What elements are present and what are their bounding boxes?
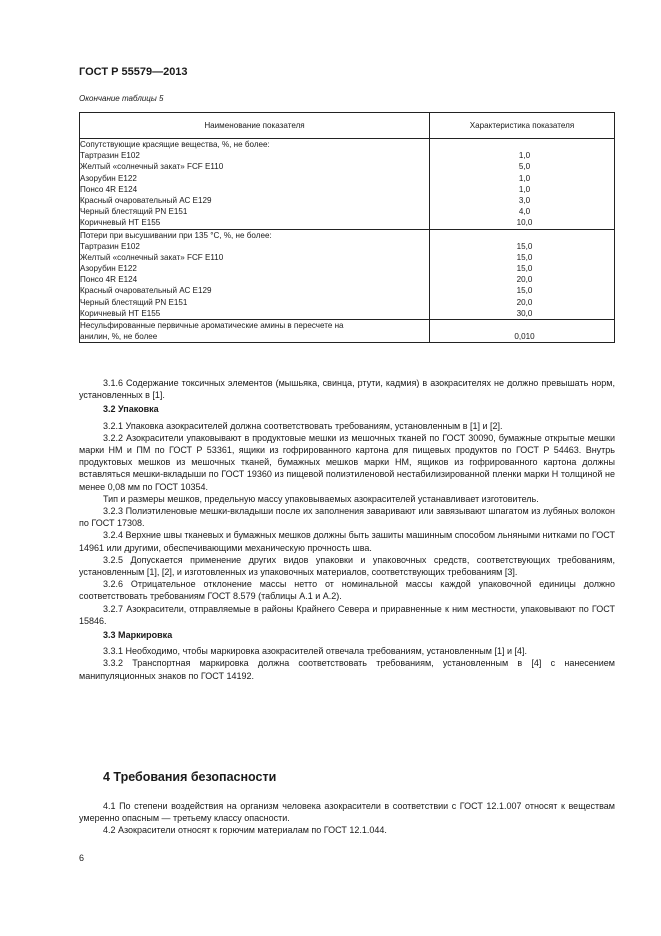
row-name: Понсо 4R Е124 [80,184,138,194]
row-value: 20,0 [516,297,533,307]
paragraph: Тип и размеры мешков, предельную массу упаковываемых азокрасителей устанавливает изготовитель. [103,493,539,504]
row-name: Желтый «солнечный закат» FCF Е110 [80,252,224,262]
row-value: 4,0 [518,207,531,217]
row-name: Красный очаровательный АС Е129 [80,195,212,205]
paragraph: 3.2.5 Допускается применение других видов упаковки и упаковочных средств, соответствующих требованиям, установленным [1], [2], и изготовленных из упаковочных материалов, соответствующих требованиям [3]. [79,554,615,578]
paragraph: 3.2.1 Упаковка азокрасителей должна соответствовать требованиям, установленным в [1] и [2]. [103,420,503,431]
section-heading: 3.2 Упаковка [103,404,159,415]
row-value: 1,0 [518,173,531,183]
row-value: 0,010 [514,332,535,342]
amines-name [80,320,430,343]
paragraph: 3.3.2 Транспортная маркировка должна соответствовать требованиям, установленным в [4] с нанесением манипуляционных знаков по ГОСТ 14192. [79,658,615,681]
section-4-text [79,800,615,837]
row-value: 3,0 [518,195,531,205]
row-value: 15,0 [516,286,533,296]
paragraph: 3.2.4 Верхние швы тканевых и бумажных мешков должны быть зашиты машинным способом льняными нитками по ГОСТ 14961 или другими, обеспечивающими механическую прочность шва. [79,530,615,553]
row-name: Красный очаровательный АС Е129 [80,286,212,296]
row-name: Тартразин Е102 [80,241,140,251]
row-value: 20,0 [516,275,533,285]
table-caption: Окончание таблицы 5 [79,94,164,103]
page-number: 6 [79,853,85,863]
group-2-values [430,229,615,320]
amines-value [430,320,615,343]
table-row [80,320,615,343]
table-header-row [80,113,615,139]
row-value: 15,0 [516,252,533,262]
paragraph: 3.2.6 Отрицательное отклонение массы нетто от номинальной массы каждой упаковочной единицы должно соответствовать требованиям ГОСТ 8.579 (таблицы А.1 и А.2). [79,579,615,602]
group-2-names [80,229,430,320]
row-name: Желтый «солнечный закат» FCF Е110 [80,162,224,172]
row-value: 10,0 [516,218,533,228]
row-name: Черный блестящий PN Е151 [80,297,188,307]
row-value: 30,0 [516,308,533,318]
paragraph: 3.2.3 Полиэтиленовые мешки-вкладыши после их заполнения заваривают или завязывают шпагатом из лубяных волокон по ГОСТ 17308. [79,506,615,529]
paragraph: 3.2.7 Азокрасители, отправляемые в районы Крайнего Севера и приравненные к ним местности, упаковывают по ГОСТ 15846. [79,603,615,626]
row-name: Коричневый НТ Е155 [80,218,161,228]
paragraph: 3.1.6 Содержание токсичных элементов (мышьяка, свинца, ртути, кадмия) в азокрасителях не должно превышать норм, установленных в [1]. [79,378,615,401]
row-name: Несульфированные первичные ароматические амины в пересчете на [80,321,344,330]
row-name: Азорубин Е122 [80,173,137,183]
row-name: Понсо 4R Е124 [80,275,138,285]
section-heading: 3.3 Маркировка [103,630,173,641]
row-value: 1,0 [518,184,531,194]
column-header-value: Характеристика показателя [430,113,615,139]
section-3-text [79,377,615,682]
group-1-names [80,139,430,230]
chapter-heading: 4 Требования безопасности [103,770,277,784]
table-row [80,229,615,320]
paragraph: 3.3.1 Необходимо, чтобы маркировка азокрасителей отвечала требованиям, установленным [1] и [4]. [103,646,527,657]
row-value: 15,0 [516,241,533,251]
table-row [80,139,615,230]
row-value: 15,0 [516,264,533,274]
column-header-name: Наименование показателя [80,113,430,139]
row-name: анилин, %, не более [80,332,158,342]
row-name: Азорубин Е122 [80,264,137,274]
row-name: Черный блестящий PN Е151 [80,207,188,217]
group-title: Потери при высушивании при 135 °С, %, не более: [80,230,272,240]
row-name: Коричневый НТ Е155 [80,308,161,318]
row-value: 5,0 [518,162,531,172]
group-1-values [430,139,615,230]
paragraph: 3.2.2 Азокрасители упаковывают в продуктовые мешки из мешочных тканей по ГОСТ 30090, бумажные открытые мешки марки НМ и ПМ по ГОСТ Р 53361, ящики из гофрированного картона для пищевых продуктов по ГОСТ Р 54463. Внутрь продуктовых мешков из мешочных тканей, бумажных мешков марки НМ, ящиков из гофрированного картона должны вставляться мешки-вкладыши по ГОСТ 19360 из пищевой полиэтиленовой нестабилизированной пленки марки Н толщиной не менее 0,08 мм по ГОСТ 10354. [79,432,615,492]
row-name: Тартразин Е102 [80,151,140,161]
row-value: 1,0 [518,151,531,161]
table-5 [79,112,615,343]
paragraph: 4.2 Азокрасители относят к горючим материалам по ГОСТ 12.1.044. [103,825,387,836]
group-title: Сопутствующие красящие вещества, %, не более: [80,140,270,149]
document-header: ГОСТ Р 55579—2013 [79,66,188,78]
paragraph: 4.1 По степени воздействия на организм человека азокрасители в соответствии с ГОСТ 12.1.007 относят к веществам умеренно опасным — третьему классу опасности. [79,801,615,824]
